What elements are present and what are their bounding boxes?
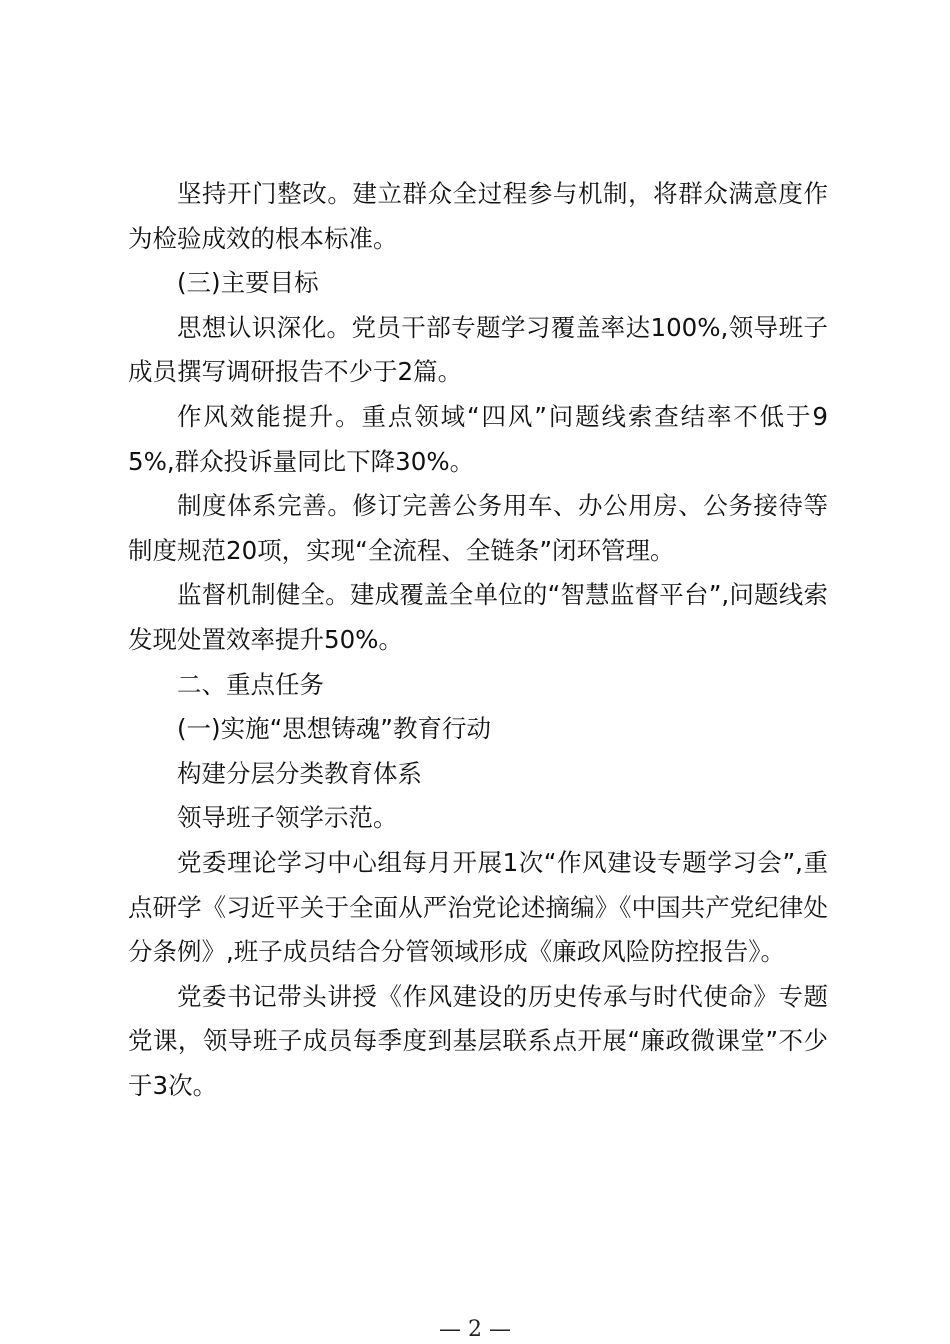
document-body [128, 172, 828, 1108]
paragraph: 监督机制健全。建成覆盖全单位的“智慧监督平台”,问题线索发现处置效率提升50%。 [128, 580, 828, 654]
paragraph: 制度体系完善。修订完善公务用车、办公用房、公务接待等制度规范20项，实现“全流程、全链条”闭环管理。 [128, 491, 828, 565]
section-heading: (三)主要目标 [177, 268, 319, 298]
paragraph: 党委书记带头讲授《作风建设的历史传承与时代使命》专题党课，领导班子成员每季度到基层联系点开展“廉政微课堂”不少于3次。 [128, 981, 828, 1100]
paragraph: 坚持开门整改。建立群众全过程参与机制，将群众满意度作为检验成效的根本标准。 [128, 179, 828, 253]
section-heading: (一)实施“思想铸魂”教育行动 [177, 714, 492, 744]
paragraph: 领导班子领学示范。 [177, 803, 398, 833]
paragraph: 思想认识深化。党员干部专题学习覆盖率达100%,领导班子成员撰写调研报告不少于2篇。 [128, 312, 828, 387]
paragraph: 作风效能提升。重点领域“四风”问题线索查结率不低于95%,群众投诉量同比下降30%。 [128, 401, 828, 476]
paragraph: 党委理论学习中心组每月开展1次“作风建设专题学习会”,重点研学《习近平关于全面从严治党论述摘编》《中国共产党纪律处分条例》,班子成员结合分管领域形成《廉政风险防控报告》。 [128, 847, 828, 967]
section-heading: 二、重点任务 [177, 669, 324, 699]
page-number: — 2 — [439, 1317, 511, 1342]
paragraph: 构建分层分类教育体系 [177, 758, 422, 788]
